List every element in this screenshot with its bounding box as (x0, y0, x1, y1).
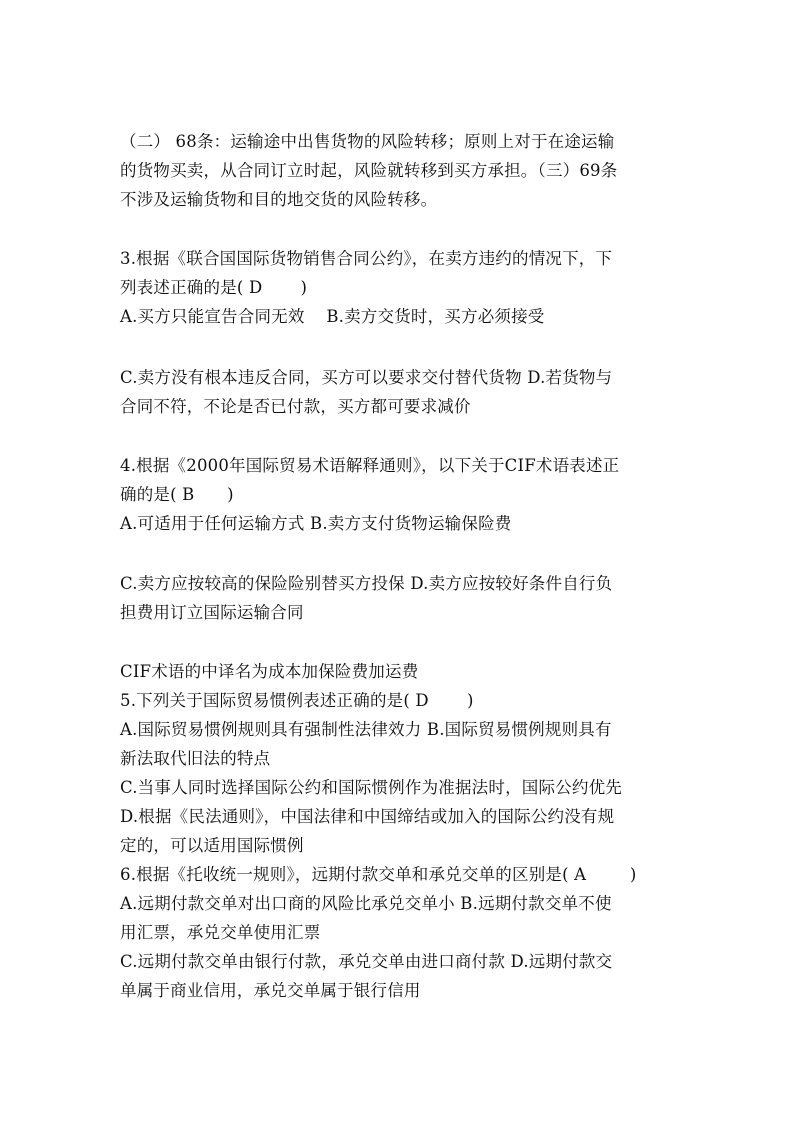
question-3-option-line: C.卖方没有根本违反合同，买方可以要求交付替代货物 D.若货物与 (120, 368, 613, 387)
question-5-option-line: C.当事人同时选择国际公约和国际惯例作为准据法时，国际公约优先 (120, 778, 622, 797)
paragraph-line: 的货物买卖，从合同订立时起，风险就转移到买方承担。（三）69条 (120, 161, 618, 180)
question-6-line: 6.根据《托收统一规则》，远期付款交单和承兑交单的区别是( A ) (120, 865, 637, 884)
question-3-option-line: A.买方只能宣告合同无效 B.卖方交货时，买方必须接受 (120, 307, 545, 326)
question-5-option-line: 定的，可以适用国际惯例 (120, 836, 304, 855)
question-3-option-line: 合同不符，不论是否已付款，买方都可要求减价 (120, 397, 471, 416)
question-5-option-line: 新法取代旧法的特点 (120, 749, 271, 768)
question-5-option-line: D.根据《民法通则》，中国法律和中国缔结或加入的国际公约没有规 (120, 807, 615, 826)
paragraph-line: （二） 68条：运输途中出售货物的风险转移；原则上对于在途运输 (120, 132, 615, 151)
question-6-option-line: A.远期付款交单对出口商的风险比承兑交单小 B.远期付款交单不使 (120, 894, 612, 913)
question-6-option-line: 用汇票，承兑交单使用汇票 (120, 923, 321, 942)
question-3-line: 3.根据《联合国国际货物销售合同公约》，在卖方违约的情况下，下 (120, 249, 613, 268)
question-6-option-line: C.远期付款交单由银行付款，承兑交单由进口商付款 D.远期付款交 (120, 952, 613, 971)
paragraph-line: 不涉及运输货物和目的地交货的风险转移。 (120, 190, 438, 209)
question-4-option-line: 担费用订立国际运输合同 (120, 603, 304, 622)
question-4-line: 4.根据《2000年国际贸易术语解释通则》，以下关于CIF术语表述正 (120, 456, 620, 475)
question-4-option-line: A.可适用于任何运输方式 B.卖方支付货物运输保险费 (120, 514, 512, 533)
question-4-line: 确的是( B ) (120, 485, 234, 504)
question-4-option-line: C.卖方应按较高的保险险别替买方投保 D.卖方应按较好条件自行负 (120, 574, 613, 593)
note-line: CIF术语的中译名为成本加保险费加运费 (120, 662, 419, 681)
question-5-option-line: A.国际贸易惯例规则具有强制性法律效力 B.国际贸易惯例规则具有 (120, 720, 612, 739)
question-5-line: 5.下列关于国际贸易惯例表述正确的是( D ) (120, 691, 474, 710)
question-6-option-line: 单属于商业信用，承兑交单属于银行信用 (120, 981, 421, 1000)
question-3-line: 列表述正确的是( D ) (120, 278, 308, 297)
